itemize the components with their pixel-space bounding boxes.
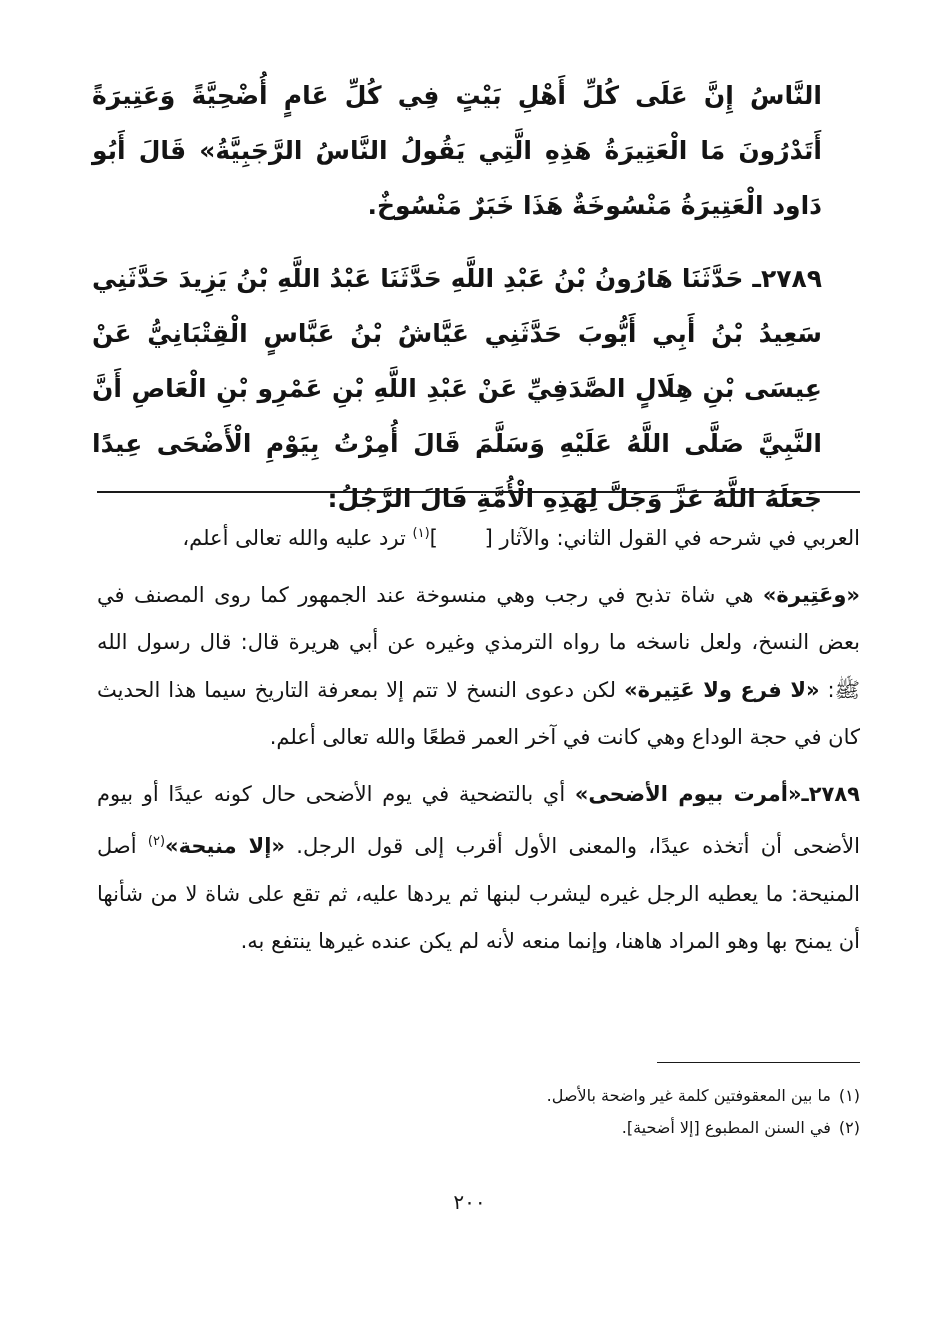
quoted-term: «إلا منيحة» bbox=[165, 834, 285, 858]
commentary-segment: ترد عليه والله تعالى أعلم، bbox=[182, 526, 413, 550]
main-separator-line bbox=[97, 491, 860, 493]
hadith-number: ٢٧٨٩ bbox=[760, 264, 822, 293]
commentary-text bbox=[97, 510, 860, 966]
hadith-paragraph bbox=[92, 68, 822, 233]
footnote-number: (١) bbox=[838, 1086, 860, 1105]
quoted-hadith: «لا فرع ولا عَتِيرة» bbox=[624, 677, 820, 702]
hadith-text-segment: النَّاسُ إِنَّ عَلَى كُلِّ أَهْلِ بَيْتٍ فِي كُلِّ عَامٍ أُضْحِيَّةً وَعَتِيرَةً أَتَدْرُونَ مَا الْعَتِيرَةُ هَذِهِ الَّتِي يَقُولُ النَّاسُ الرَّجَبِيَّةُ» قَالَ أَبُو دَاود الْعَتِيرَةُ مَنْسُوخَةٌ هَذَا خَبَرٌ مَنْسُوخٌ. bbox=[92, 81, 822, 220]
commentary-paragraph bbox=[97, 771, 860, 966]
footnote-separator-line bbox=[657, 1062, 860, 1063]
page-number: ٢٠٠ bbox=[453, 1190, 486, 1214]
hadith-paragraph bbox=[92, 251, 822, 526]
commentary-segment: أي بالتضحية في يوم الأضحى حال كونه عيدًا أو بيوم الأضحى أن أتخذه عيدًا، والمعنى الأول أقرب إلى قول الرجل. bbox=[97, 781, 860, 858]
commentary-segment: هي شاة تذبح في رجب وهي منسوخة عند الجمهور كما روى المصنف في بعض النسخ، ولعل ناسخه ما رواه الترمذي وغيره عن أبي هريرة قال: قال رسول الله ﷺ: bbox=[97, 582, 860, 702]
commentary-segment: لكن دعوى النسخ لا تتم إلا بمعرفة التاريخ سيما هذا الحديث كان في حجة الوداع وهي كانت في آخر العمر قطعًا والله تعالى أعلم. bbox=[97, 677, 860, 749]
quoted-term: ـ«أمرت بيوم الأضحى» bbox=[574, 781, 809, 806]
footnote bbox=[97, 1112, 860, 1144]
footnote-ref: (١) bbox=[412, 526, 430, 541]
commentary-segment: أصل المنيحة: ما يعطيه الرجل غيره ليشرب لبنها ثم يردها عليه، ثم تقع على شاة لا من شأنها أن يمنح بها وهو المراد هاهنا، وإنما منعه لأنه لم يكن عنده غيرها ينتفع به. bbox=[97, 834, 860, 953]
footnote bbox=[97, 1080, 860, 1112]
footnote-ref: (٢) bbox=[147, 834, 166, 849]
commentary-segment: العربي في شرحه في القول الثاني: والآثار [ bbox=[484, 526, 860, 550]
unclear-word-gap bbox=[438, 526, 485, 550]
commentary-number: ٢٧٨٩ bbox=[808, 781, 861, 806]
footnote-text: في السنن المطبوع [إلا أضحية]. bbox=[621, 1118, 831, 1137]
commentary-paragraph bbox=[97, 572, 860, 762]
commentary-segment: ] bbox=[429, 526, 438, 550]
footnote-number: (٢) bbox=[838, 1118, 860, 1137]
footnotes bbox=[97, 1080, 860, 1144]
hadith-text-segment: ـ حَدَّثَنَا هَارُونُ بْنُ عَبْدِ اللَّهِ حَدَّثَنَا عَبْدُ اللَّهِ بْنُ يَزِيدَ حَدَّثَنِي سَعِيدُ بْنُ أَبِي أَيُّوبَ حَدَّثَنِي عَيَّاشُ بْنُ عَبَّاسٍ الْقِتْبَانِيُّ عَنْ عِيسَى بْنِ هِلَالٍ الصَّدَفِيِّ عَنْ عَبْدِ اللَّهِ بْنِ عَمْرِو بْنِ الْعَاصِ أَنَّ النَّبِيَّ صَلَّى اللَّهُ عَلَيْهِ وَسَلَّمَ قَالَ أُمِرْتُ بِيَوْمِ الْأَضْحَى عِيدًا جَعَلَهُ اللَّهُ عَزَّ وَجَلَّ لِهَذِهِ الْأُمَّةِ قَالَ الرَّجُلُ: bbox=[92, 264, 822, 513]
commentary-paragraph bbox=[97, 510, 860, 563]
hadith-text bbox=[92, 68, 822, 526]
footnote-text: ما بين المعقوفتين كلمة غير واضحة بالأصل. bbox=[546, 1086, 831, 1105]
quoted-term: «وعَتِيرة» bbox=[762, 582, 860, 607]
